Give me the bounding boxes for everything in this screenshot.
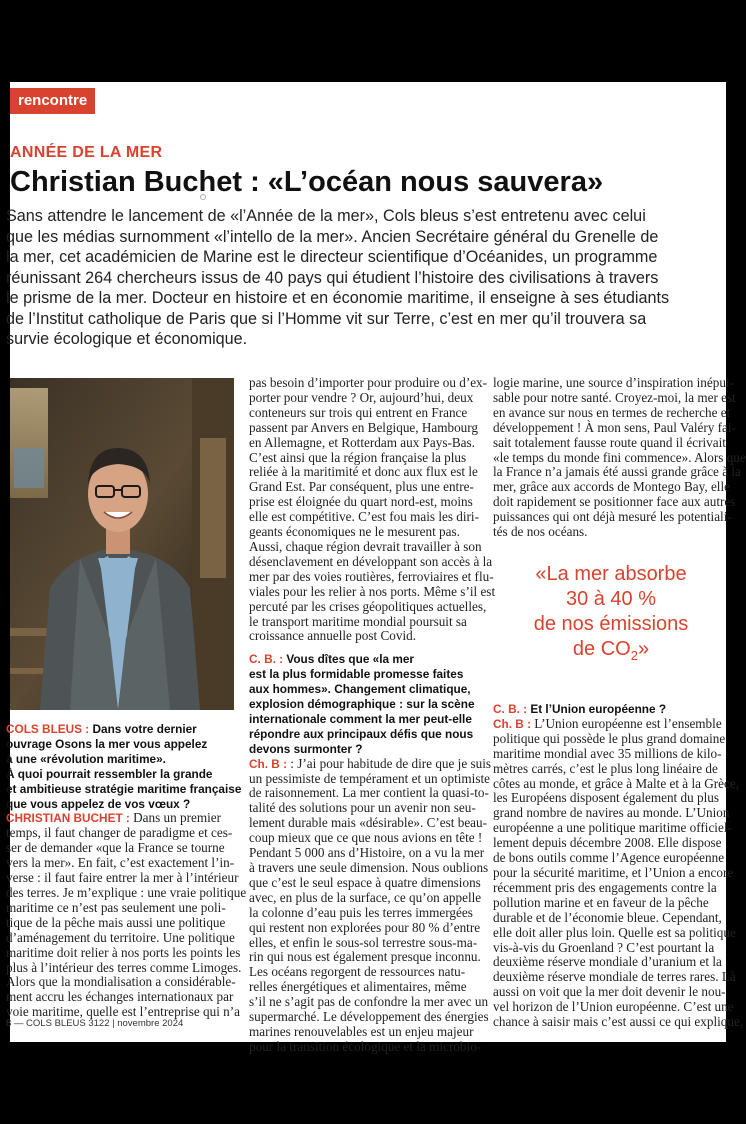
question-line: À quoi pourrait ressembler la grande [6,766,213,781]
body-line: mer par des voies routières, ferroviaires et flu- [249,568,494,584]
answer-line: la colonne d’eau puis les terres immergées [249,904,473,920]
body-line: «le temps du monde fini commence». Alors que [493,449,746,465]
answer-line: chance à saisir mais c’est aussi ce qui explique, [493,1014,744,1030]
answer-line: les Européens disposent également du plus [493,790,719,806]
answer-line: un pessimiste de tempérament et un optimiste [249,770,490,786]
answer-line: vel horizon de l’Union européenne. C’est une [493,999,734,1015]
answer-line: verse : il faut faire entrer la mer à l’intérieur [6,870,239,886]
answer-line: supermarché. Le développement des énergies [249,1009,489,1025]
answer-line: de raisonnement. La mer contient la quasi-to- [249,785,489,801]
question-label: COLS BLEUS : [6,722,93,736]
body-line: Grand Est. Par conséquent, plus une entre- [249,479,474,495]
answer-line: européenne a une politique maritime officiel- [493,820,732,836]
answer-line: que c’est le seul espace à quatre dimensions [249,874,481,890]
pull-quote-line: 30 à 40 % [565,588,657,610]
question-label: C. B. : [493,702,531,716]
answer-line: talité des solutions pour un avenir non seu- [249,800,476,816]
answer-line: pour la transition écologique et la microbio- [249,1038,482,1054]
body-line: Aussi, chaque région devrait travailler à son [249,538,482,554]
question-label: C. B. : [249,652,287,667]
portrait-photo [10,378,234,710]
question-line: et ambitieuse stratégie maritime française [6,781,242,796]
body-line: reliée à la maritimité et donc aux flux est le [249,464,478,480]
answer-line: vis-à-vis du Groenland ? C’est pourtant la [493,939,715,955]
lead-line: de l’Institut catholique de Paris que si l’Homme vit sur Terre, c’est en mer qu’il trouvera sa [6,309,647,328]
answer-line: qui restent non explorées pour 80 % d’entre [249,919,481,935]
kicker: ANNÉE DE LA MER [10,144,163,161]
answer-line: grand nombre de navires au monde. L’Union [493,805,730,821]
question-line: internationale comment la mer peut-elle [249,711,472,726]
lead-line: survie écologique et économique. [6,330,248,348]
answer-line: Pendant 5 000 ans d’Histoire, on a vu la mer [249,845,485,861]
answer-line: vers la mer». En fait, c’est exactement l’in- [6,855,235,871]
column-3-lower [493,702,744,1030]
answer-line: maritime doit relier à nos ports les points les [6,944,241,960]
question-line: Vous dîtes que «la mer [286,652,414,667]
question-line: explosion démographique : sur la scène [249,697,475,712]
answer-line: : J’ai pour habitude de dire que je suis [290,755,491,771]
answer-line: Dans un premier [133,810,222,826]
pull-quote [493,562,729,668]
answer-label: CHRISTIAN BUCHET : [6,811,134,826]
body-line: croissance annuelle post Covid. [249,628,417,644]
body-line: prise est éloignée du quart nord-est, moins [249,494,473,510]
answer-line: relles énergétiques et alimentaires, même [249,979,467,995]
answer-line: deuxième réserve mondiale de terres rares. Là [493,969,736,985]
answer-line: de bons outils comme l’Agence européenne [493,850,725,866]
answer-line: coup mieux que ce que nous avions en tête ! [249,830,483,846]
pull-quote-subscript: 2 [630,648,638,663]
column-1 [6,722,247,1020]
answer-line: d’aménagement du territoire. Une politique [6,929,235,945]
question-line: répondre aux principaux défis que nous [249,726,474,741]
answer-line: mètres carrés, c’est le plus long linéaire de [493,760,718,776]
answer-line: lement depuis décembre 2008. Elle dispose [493,835,722,851]
answer-line: avec, en plus de la surface, ce qu’on appelle [249,889,482,905]
answer-line: récemment pris des engagements contre la [493,879,717,895]
question-line: que vous appelez de vos vœux ? [6,796,191,811]
answer-line: ment accru les échanges internationaux par [6,989,234,1005]
answer-line: plus à l’intérieur des terres comme Limoges. [6,959,242,975]
magazine-page [6,82,746,1054]
answer-line: des terres. Je m’explique : une vraie politique [6,884,247,900]
body-line: sait totalement fausse route quand il écrivait [493,434,726,450]
question-line: ouvrage Osons la mer vous appelez [6,736,208,751]
question-line: est la plus formidable promesse faites [249,667,464,682]
body-line: mer, grâce aux accords de Montego Bay, elle [493,479,730,495]
body-line: sable pour notre santé. Croyez-moi, la mer est [493,389,736,405]
body-line: doit rapidement se positionner face aux autres [493,494,736,510]
answer-label: Ch. B : [249,756,291,771]
pull-quote-line: de nos émissions [533,613,689,635]
lead-line: Sans attendre le lancement de «l’Année de la mer», Cols bleus s’est entretenu avec celui [6,207,646,225]
lead-paragraph [6,206,730,350]
column-2 [249,375,496,1055]
body-line: développement ! À mon sens, Paul Valéry fai- [493,419,736,435]
body-line: elle est compétitive. C’est fou mais les diri- [249,509,479,525]
body-line: la France n’a jamais été aussi grande grâce à la [493,464,741,480]
answer-line: deuxième réserve mondiale d’uranium et la [493,954,722,970]
answer-line: aussi on voit que la mer doit devenir le nou- [493,984,726,1000]
answer-line: temps, il faut changer de paradigme et ces- [6,825,233,841]
body-line: en Allemagne, et Rotterdam aux Pays-Bas. [249,434,475,450]
lead-line: que les médias surnomment «l’intello de la mer». Ancien Secrétaire général du Grenelle de [6,227,659,246]
body-line: en avance sur nous en termes de recherche et [493,404,731,420]
body-line: C’est ainsi que la région française la plus [249,449,467,465]
body-line: tés de nos océans. [493,524,588,540]
rubric-tag: rencontre [10,88,95,114]
pull-quote-line: «La mer absorbe [535,563,687,585]
lead-line: le prisme de la mer. Docteur en histoire et en économie maritime, il enseigne à ses étudiants [6,289,670,307]
body-line: désenclavement en développant son accès à la [249,553,493,569]
question-line: à une «révolution maritime». [6,751,166,766]
answer-line: s’il ne s’agit pas de confondre la mer avec un [249,994,489,1010]
answer-line: ser de demander «que la France se tourne [6,840,225,856]
answer-line: à travers une seule dimension. Nous oublions [249,860,489,875]
body-line: le transport maritime mondial poursuit sa [249,613,467,629]
answer-line: lement durable mais «désirable». C’est beau- [249,815,488,831]
body-line: passent par Anvers en Belgique, Hambourg [249,419,479,435]
answer-line: elle doit aller plus loin. Quelle est sa politique [493,924,736,940]
answer-line: marines renouvelables est un enjeu majeur [249,1023,474,1039]
body-line: puissances qui ont déjà mesuré les potentiali- [493,509,732,525]
question-line: aux hommes». Changement climatique, [249,682,471,697]
body-line: pas besoin d’importer pour produire ou d’ex- [249,375,488,390]
article-title: Christian Buchet : «L’océan nous sauvera» [10,166,604,198]
answer-line: pollution marine et en faveur de la pêche [493,894,709,910]
body-line: geants économiques ne le mesurent pas. [249,524,460,540]
question-line: Dans votre dernier [92,722,197,736]
column-3 [493,375,746,540]
answer-line: Les océans regorgent de ressources natu- [249,964,466,980]
answer-line: côtes au monde, et grâce à Malte et à la Grèce, [493,775,740,791]
body-line: porter pour vendre ? Or, aujourd’hui, deux [249,389,474,405]
page-footer: 8 — COLS BLEUS 3122 | novembre 2024 [6,1018,184,1029]
pull-quote-line: de CO [572,638,631,660]
lead-line: la mer, cet académicien de Marine est le directeur scientifique d’Océanides, un programme [6,248,658,266]
answer-line: elles, et enfin le sous-sol terrestre sous-ma- [249,934,478,950]
pull-quote-end: » [637,638,650,660]
answer-line: durable et de l’économie bleue. Cependant, [493,909,722,925]
answer-line: politique qui possède le plus grand domaine [493,730,726,746]
lead-line: réunissant 264 chercheurs issus de 40 pays qui étudient l’histoire des civilisations à travers [6,268,659,287]
body-line: logie marine, une source d’inspiration inépui- [493,375,734,390]
answer-line: maritime mondial avec 35 millions de kilo- [493,745,722,761]
answer-line: rin qui nous est également presque inconnu. [249,949,481,965]
print-dot [200,194,206,200]
body-line: conteneurs sur trois qui entrent en France [249,404,468,420]
answer-label: Ch. B : [493,716,535,731]
answer-line: Alors que la mondialisation a considérable- [6,974,236,990]
body-line: viales pour les relier à nos ports. Même s’il est [249,583,496,599]
answer-line: voie maritime, quelle est l’entreprise qui n’a [6,1004,240,1020]
answer-line: maritime ce n’est pas seulement une poli- [6,899,226,915]
question-line: devons surmonter ? [249,741,363,756]
portrait-illustration [10,378,234,710]
question-line: Et l’Union européenne ? [530,702,667,716]
body-line: percuté par les crises géopolitiques actuelles, [249,598,487,614]
answer-line: tique de la pêche mais aussi une politique [6,914,226,930]
answer-line: pour la sécurité maritime, et l’Union a encore [493,864,734,880]
answer-line: L’Union européenne est l’ensemble [534,715,722,731]
